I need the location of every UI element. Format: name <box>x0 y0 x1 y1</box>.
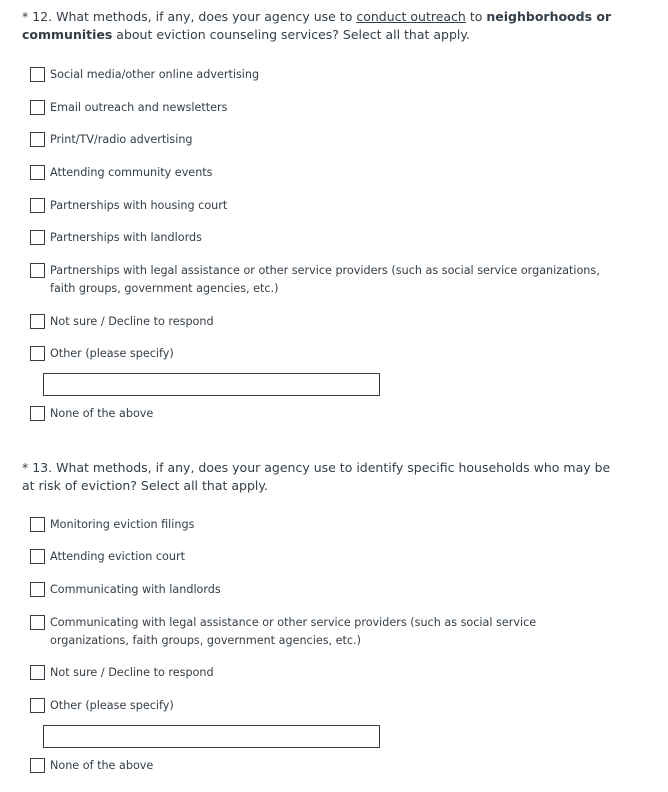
checkbox[interactable] <box>30 615 45 630</box>
checkbox[interactable] <box>30 263 45 278</box>
checkbox[interactable] <box>30 665 45 680</box>
q12-option-housing-court[interactable]: Partnerships with housing court <box>30 197 610 215</box>
q12-option-print-tv-radio[interactable]: Print/TV/radio advertising <box>30 131 610 149</box>
q12-option-none[interactable]: None of the above <box>30 405 610 423</box>
q13-option-eviction-court[interactable]: Attending eviction court <box>30 548 610 566</box>
checkbox[interactable] <box>30 230 45 245</box>
checkbox[interactable] <box>30 549 45 564</box>
checkbox[interactable] <box>30 758 45 773</box>
checkbox[interactable] <box>30 132 45 147</box>
checkbox[interactable] <box>30 406 45 421</box>
required-marker: * 13. <box>22 460 53 475</box>
q12-other-specify-input[interactable] <box>43 373 380 396</box>
q12-option-community-events[interactable]: Attending community events <box>30 164 610 182</box>
checkbox[interactable] <box>30 165 45 180</box>
q12-option-email[interactable]: Email outreach and newsletters <box>30 99 610 117</box>
q13-option-none[interactable]: None of the above <box>30 757 610 775</box>
checkbox[interactable] <box>30 582 45 597</box>
question-12 <box>22 8 622 44</box>
checkbox[interactable] <box>30 517 45 532</box>
q13-other-specify-input[interactable] <box>43 725 380 748</box>
checkbox[interactable] <box>30 346 45 361</box>
checkbox[interactable] <box>30 100 45 115</box>
conduct-outreach-term: conduct outreach <box>356 9 466 24</box>
checkbox[interactable] <box>30 67 45 82</box>
required-marker: * 12. <box>22 9 53 24</box>
question-12-title: * 12. What methods, if any, does your agency use to conduct outreach to neighborhoods or communities about eviction counseling services? Select all that apply. <box>22 9 612 42</box>
q13-option-legal-assistance[interactable]: Communicating with legal assistance or other service providers (such as social service organizations, faith groups, government agencies, etc.) <box>30 614 610 650</box>
checkbox[interactable] <box>30 698 45 713</box>
q12-option-not-sure[interactable]: Not sure / Decline to respond <box>30 313 610 331</box>
q13-option-not-sure[interactable]: Not sure / Decline to respond <box>30 664 610 682</box>
checkbox[interactable] <box>30 198 45 213</box>
q13-option-landlords[interactable]: Communicating with landlords <box>30 581 610 599</box>
q12-option-landlords[interactable]: Partnerships with landlords <box>30 229 610 247</box>
neighborhoods-term: neighborhoods or communities <box>22 9 612 42</box>
q12-option-social-media[interactable]: Social media/other online advertising <box>30 66 610 84</box>
q12-option-legal-assistance[interactable]: Partnerships with legal assistance or other service providers (such as social service organizations, faith groups, government agencies, etc.) <box>30 262 610 298</box>
question-13 <box>22 459 622 495</box>
q13-option-other[interactable]: Other (please specify) <box>30 697 610 715</box>
question-13-title: * 13. What methods, if any, does your agency use to identify specific households who may be at risk of eviction? Select all that apply. <box>22 460 611 493</box>
q12-option-other[interactable]: Other (please specify) <box>30 345 610 363</box>
q13-option-monitoring-filings[interactable]: Monitoring eviction filings <box>30 516 610 534</box>
checkbox[interactable] <box>30 314 45 329</box>
